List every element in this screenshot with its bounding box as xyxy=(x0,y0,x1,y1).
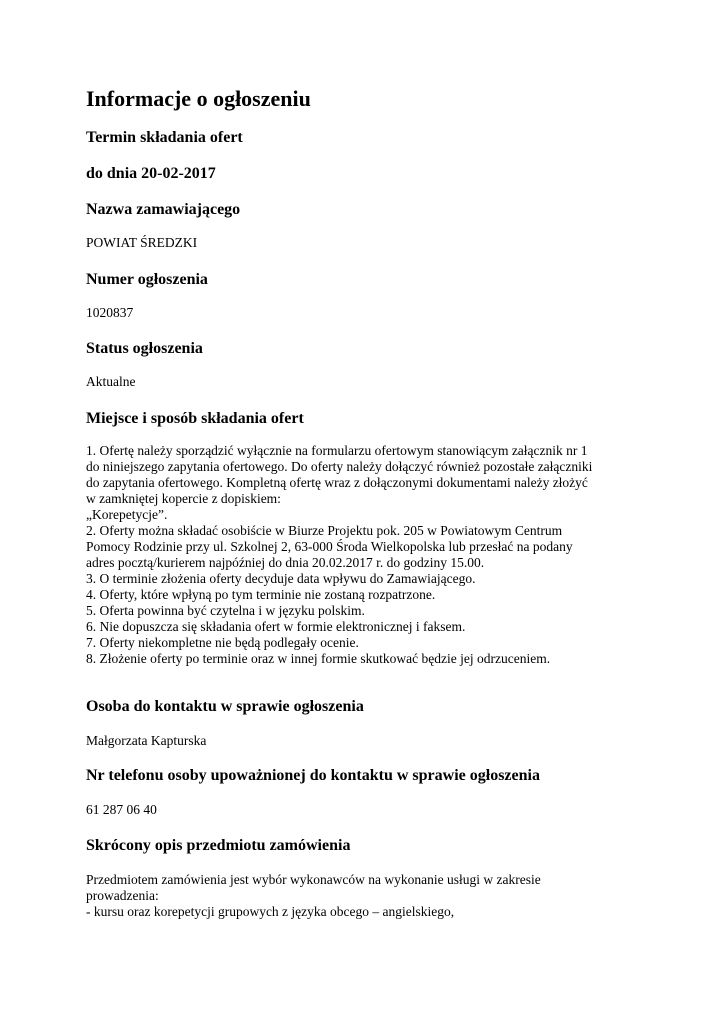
description-line: - kursu oraz korepetycji grupowych z języka obcego – angielskiego, xyxy=(86,904,455,919)
heading-submission-place: Miejsce i sposób składania ofert xyxy=(86,410,304,427)
instruction-line: adres pocztą/kurierem najpóźniej do dnia 20.02.2017 r. do godziny 15.00. xyxy=(86,555,485,570)
document-title: Informacje o ogłoszeniu xyxy=(86,86,311,111)
instruction-line: 7. Oferty niekompletne nie będą podlegały ocenie. xyxy=(86,635,359,650)
description-line: Przedmiotem zamówienia jest wybór wykonawców na wykonanie usługi w zakresie xyxy=(86,872,541,887)
order-description xyxy=(86,872,541,920)
heading-contact-person: Osoba do kontaktu w sprawie ogłoszenia xyxy=(86,698,364,715)
description-line: prowadzenia: xyxy=(86,888,159,903)
contact-phone-value: 61 287 06 40 xyxy=(86,802,157,817)
instruction-line: 6. Nie dopuszcza się składania ofert w formie elektronicznej i faksem. xyxy=(86,619,466,634)
instruction-line: 2. Oferty można składać osobiście w Biurze Projektu pok. 205 w Powiatowym Centrum xyxy=(86,523,563,538)
instruction-line: 4. Oferty, które wpłyną po tym terminie nie zostaną rozpatrzone. xyxy=(86,587,436,602)
notice-status-value: Aktualne xyxy=(86,374,136,389)
heading-contact-phone: Nr telefonu osoby upoważnionej do kontaktu w sprawie ogłoszenia xyxy=(86,767,540,784)
instruction-line: w zamkniętej kopercie z dopiskiem: xyxy=(86,491,281,506)
instruction-line: 1. Ofertę należy sporządzić wyłącznie na formularzu ofertowym stanowiącym załącznik nr 1 xyxy=(86,443,588,458)
heading-order-description: Skrócony opis przedmiotu zamówienia xyxy=(86,837,351,854)
heading-notice-status: Status ogłoszenia xyxy=(86,340,203,357)
offer-deadline-date: do dnia 20-02-2017 xyxy=(86,165,216,182)
contact-person-value: Małgorzata Kapturska xyxy=(86,733,207,748)
instruction-line: 8. Złożenie oferty po terminie oraz w innej formie skutkować będzie jej odrzuceniem. xyxy=(86,651,551,666)
instruction-line: Pomocy Rodzinie przy ul. Szkolnej 2, 63-000 Środa Wielkopolska lub przesłać na podany xyxy=(86,539,573,554)
instruction-line: do niniejszego zapytania ofertowego. Do oferty należy dołączyć również pozostałe załączniki xyxy=(86,459,593,474)
heading-offer-deadline: Termin składania ofert xyxy=(86,129,243,146)
heading-notice-number: Numer ogłoszenia xyxy=(86,271,208,288)
notice-number-value: 1020837 xyxy=(86,305,134,320)
instruction-line: 5. Oferta powinna być czytelna i w języku polskim. xyxy=(86,603,365,618)
instruction-line: do zapytania ofertowego. Kompletną ofertę wraz z dołączonymi dokumentami należy złożyć xyxy=(86,475,588,490)
contracting-authority-value: POWIAT ŚREDZKI xyxy=(86,235,198,250)
heading-contracting-authority: Nazwa zamawiającego xyxy=(86,201,241,218)
submission-instructions xyxy=(86,443,592,667)
instruction-line: „Korepetycje”. xyxy=(86,507,168,522)
instruction-line: 3. O terminie złożenia oferty decyduje data wpływu do Zamawiającego. xyxy=(86,571,476,586)
